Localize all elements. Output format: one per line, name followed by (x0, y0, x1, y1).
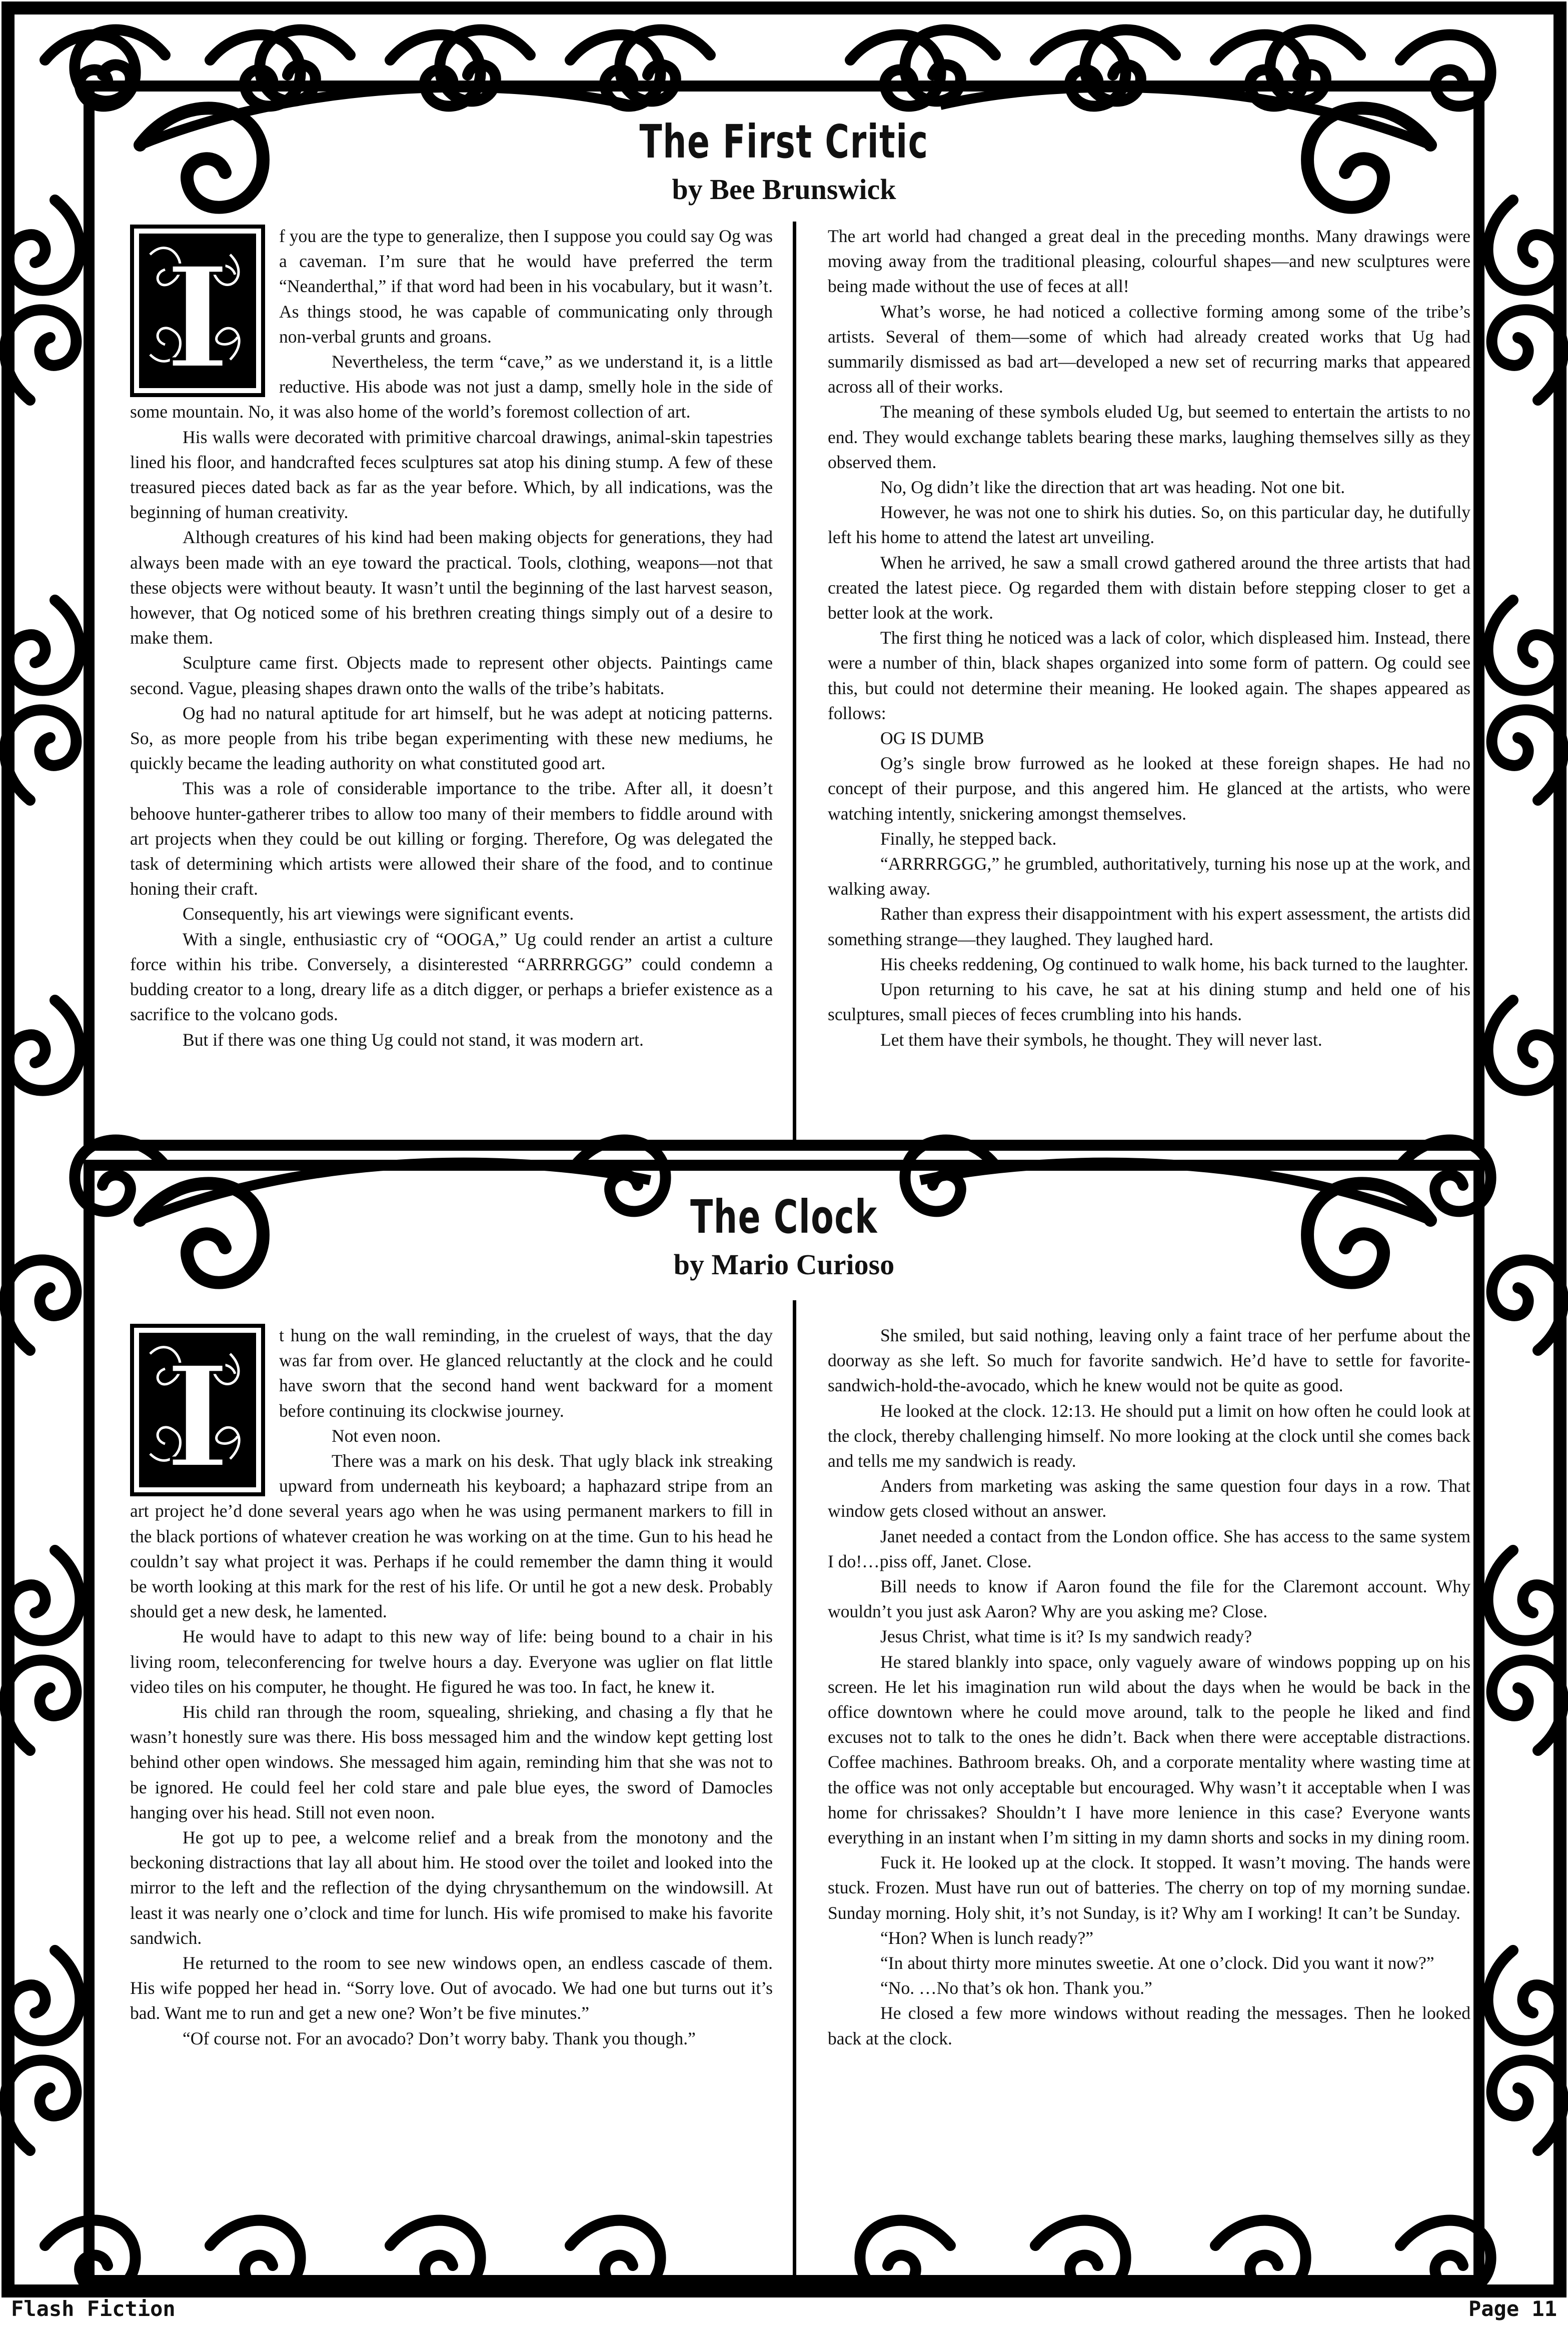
paragraph: He got up to pee, a welcome relief and a break from the monotony and the beckoning distractions that lay all about him. He stood over the toilet and looked into the mirror to the left and the reflection of the dying chrysanthemum on the windowsill. At least it was nearly one o’clock and time for lunch. His wife promised to make his favorite sandwich. (130, 1827, 773, 1948)
story-the-first-critic (95, 88, 1473, 1143)
paragraph: Anders from marketing was asking the same question four days in a row. That window gets closed without an answer. (828, 1476, 1470, 1521)
footer-page-number: Page 11 (1468, 2296, 1557, 2321)
story-title: The First Critic (639, 115, 929, 169)
paragraph: The first thing he noticed was a lack of color, which displeased him. Instead, there were a number of thin, black shapes organized into some form of pattern. Og could see this, but could not determine their meaning. He looked again. The shapes appeared as follows: (828, 628, 1470, 723)
paragraph: With a single, enthusiastic cry of “OOGA,” Ug could render an artist a culture force within his tribe. Conversely, a disinterested “ARRRRGGG” could condemn a budding creator to a long, dreary life as a ditch digger, or perhaps a briefer existence as a sacrifice to the volcano gods. (130, 929, 773, 1025)
paragraph: When he arrived, he saw a small crowd gathered around the three artists that had created the latest piece. Og regarded them with distain before stepping closer to get a better look at the work. (828, 552, 1470, 623)
paragraph: Fuck it. He looked up at the clock. It stopped. It wasn’t moving. The hands were stuck. Frozen. Must have run out of batteries. The cherry on top of my morning sundae. Sunday morning. Holy shit, it’s not Sunday, is it? Why am I working! It can’t be Sunday. (828, 1852, 1470, 1923)
paragraph: This was a role of considerable importance to the tribe. After all, it doesn’t behoove hunter-gatherer tribes to allow too many of their members to fiddle around with art projects when they could be out killing or forging. Therefore, Og was delegated the task of determining which artists were allowed their share of the food, and to continue honing their craft. (130, 778, 773, 899)
paragraph: His walls were decorated with primitive charcoal drawings, animal-skin tapestries lined his floor, and handcrafted feces sculptures sat atop his dining stump. A few of these treasured pieces dated back as far as the year before. Which, by all indications, was the beginning of human creativity. (130, 427, 773, 523)
paragraph: She smiled, but said nothing, leaving only a faint trace of her perfume about the doorway as she left. So much for favorite sandwich. He’d have to settle for favorite-sandwich-hold-the-avocado, which he knew would not be quite as good. (828, 1325, 1470, 1396)
paragraph: Rather than express their disappointment with his expert assessment, the artists did something strange—they laughed. They laughed hard. (828, 904, 1470, 949)
paragraph: But if there was one thing Ug could not stand, it was modern art. (183, 1029, 644, 1050)
paragraph: His cheeks reddening, Og continued to walk home, his back turned to the laughter. (880, 954, 1468, 974)
paragraph: “Of course not. For an avocado? Don’t worry baby. Thank you though.” (183, 2028, 696, 2048)
paragraph: No, Og didn’t like the direction that art was heading. Not one bit. (880, 477, 1345, 498)
paragraph: There was a mark on his desk. That ugly black ink streaking upward from underneath his keyboard; a haphazard stripe from an art project he’d done several years ago when he was using permanent markers to fill in the black portions of whatever creation he was working on at the time. Gun to his head he couldn’t say what project it was. Perhaps if he could remember the damn thing it would be worth looking at this mark for the rest of his life. Or until he got a new desk. Probably should get a new desk, he lamented. (130, 1451, 773, 1622)
paragraph: OG IS DUMB (880, 728, 984, 749)
story-column-left (130, 1323, 773, 2051)
column-divider (793, 222, 796, 1143)
paragraph: Not even noon. (332, 1425, 441, 1446)
paragraph: t hung on the wall reminding, in the cruelest of ways, that the day was far from over. He glanced reluctantly at the clock and he could have sworn that the second hand went backward for a moment before continuing its clockwise journey. (279, 1325, 773, 1421)
paragraph: Although creatures of his kind had been making objects for generations, they had always been made with an eye toward the practical. Tools, clothing, weapons—not that these objects were without beauty. It wasn’t until the beginning of the last harvest season, however, that Og noticed some of his brethren creating things simply out of a desire to make them. (130, 527, 773, 648)
paragraph: Consequently, his art viewings were significant events. (183, 904, 574, 924)
paragraph: Og’s single brow furrowed as he looked at these foreign shapes. He had no concept of their purpose, and this angered him. He glanced at the artists, who were watching intently, snickering amongst themselves. (828, 753, 1470, 824)
paragraph: “In about thirty more minutes sweetie. At one o’clock. Did you want it now?” (880, 1953, 1434, 1973)
paragraph: He closed a few more windows without reading the messages. Then he looked back at the clock. (828, 2003, 1470, 2048)
footer-section-name: Flash Fiction (11, 2296, 176, 2321)
story-byline: by Mario Curioso (673, 1248, 895, 1281)
paragraph: “Hon? When is lunch ready?” (880, 1927, 1094, 1948)
paragraph: Upon returning to his cave, he sat at his dining stump and held one of his sculptures, small pieces of feces crumbling into his hands. (828, 979, 1470, 1025)
paragraph: Og had no natural aptitude for art himself, but he was adept at noticing patterns. So, as more people from his tribe began experimenting with these new mediums, he quickly became the leading authority on what constituted good art. (130, 703, 773, 774)
illuminated-dropcap (130, 1324, 265, 1496)
paragraph: He stared blankly into space, only vaguely aware of windows popping up on his screen. He let his imagination run wild about the days when he would be back in the office downtown where he could move around, talk to the people he liked and find excuses not to talk to the ones he didn’t. Back when there were acceptable distractions. Coffee machines. Bathroom breaks. Oh, and a corporate mentality where wasting time at the office was not only acceptable but encouraged. Why wasn’t it acceptable when I was home for chrissakes? Shouldn’t I have more lenience in this case? Everyone wants everything in an instant when I’m sitting in my damn shorts and socks in my dining room. (828, 1651, 1470, 1848)
paragraph: The meaning of these symbols eluded Ug, but seemed to entertain the artists to no end. They would exchange tablets bearing these marks, laughing themselves silly as they observed them. (828, 402, 1470, 472)
story-the-clock (95, 1170, 1473, 2278)
paragraph: He returned to the room to see new windows open, an endless cascade of them. His wife popped her head in. “Sorry love. Out of avocado. We had one but turns out it’s bad. Want me to run and get a new one? Won’t be five minutes.” (130, 1953, 773, 2023)
story-column-left (130, 224, 773, 1052)
svg-text:I: I (165, 236, 231, 397)
paragraph: The art world had changed a great deal in the preceding months. Many drawings were moving away from the traditional pleasing, colourful shapes—and new sculptures were being made without the use of feces at all! (828, 226, 1470, 297)
story-column-right (828, 224, 1470, 1052)
paragraph: However, he was not one to shirk his duties. So, on this particular day, he dutifully left his home to attend the latest art unveiling. (828, 502, 1470, 548)
paragraph: Jesus Christ, what time is it? Is my sandwich ready? (880, 1626, 1252, 1647)
story-title: The Clock (690, 1190, 878, 1244)
paragraph: What’s worse, he had noticed a collective forming among some of the tribe’s artists. Several of them—some of which had already created works that Ug had summarily dismissed as bad art—developed a new set of recurring marks that appeared across all of their works. (828, 301, 1470, 397)
story-byline: by Bee Brunswick (672, 173, 896, 206)
story-column-right (828, 1323, 1470, 2051)
paragraph: Sculpture came first. Objects made to represent other objects. Paintings came second. Vague, pleasing shapes drawn onto the walls of the tribe’s habitats. (130, 653, 773, 698)
paragraph: Bill needs to know if Aaron found the file for the Claremont account. Why wouldn’t you just ask Aaron? Why are you asking me? Close. (828, 1576, 1470, 1622)
column-divider (793, 1300, 796, 2278)
paragraph: f you are the type to generalize, then I suppose you could say Og was a caveman. I’m sure that he would have preferred the term “Neanderthal,” if that word had been in his vocabulary, but it wasn’t. As things stood, he was capable of communicating only through non-verbal grunts and groans. (279, 226, 773, 347)
paragraph: He would have to adapt to this new way of life: being bound to a chair in his living room, teleconferencing for twelve hours a day. Everyone was uglier on flat little video tiles on his computer, he thought. He figured he was too. In fact, he knew it. (130, 1626, 773, 1697)
svg-text:I: I (165, 1335, 231, 1496)
paragraph: His child ran through the room, squealing, shrieking, and chasing a fly that he wasn’t honestly sure was there. His boss messaged him and the window kept getting lost behind other open windows. She messaged him again, reminding him that she was not to be ignored. He could feel her cold stare and pale blue eyes, the sword of Damocles hanging over his head. Still not even noon. (130, 1702, 773, 1822)
paragraph: “ARRRRGGG,” he grumbled, authoritatively, turning his nose up at the work, and walking away. (828, 854, 1470, 899)
paragraph: Finally, he stepped back. (880, 828, 1057, 849)
illuminated-dropcap (130, 225, 265, 397)
paragraph: “No. …No that’s ok hon. Thank you.” (880, 1978, 1152, 1998)
paragraph: Nevertheless, the term “cave,” as we understand it, is a little reductive. His abode was not just a damp, smelly hole in the side of some mountain. No, it was also home of the world’s foremost collection of art. (130, 352, 773, 422)
paragraph: Janet needed a contact from the London office. She has access to the same system I do!…piss off, Janet. Close. (828, 1526, 1470, 1571)
paragraph: He looked at the clock. 12:13. He should put a limit on how often he could look at the clock, thereby challenging himself. No more looking at the clock until she comes back and tells me my sandwich is ready. (828, 1400, 1470, 1471)
paragraph: Let them have their symbols, he thought. They will never last. (880, 1029, 1322, 1050)
